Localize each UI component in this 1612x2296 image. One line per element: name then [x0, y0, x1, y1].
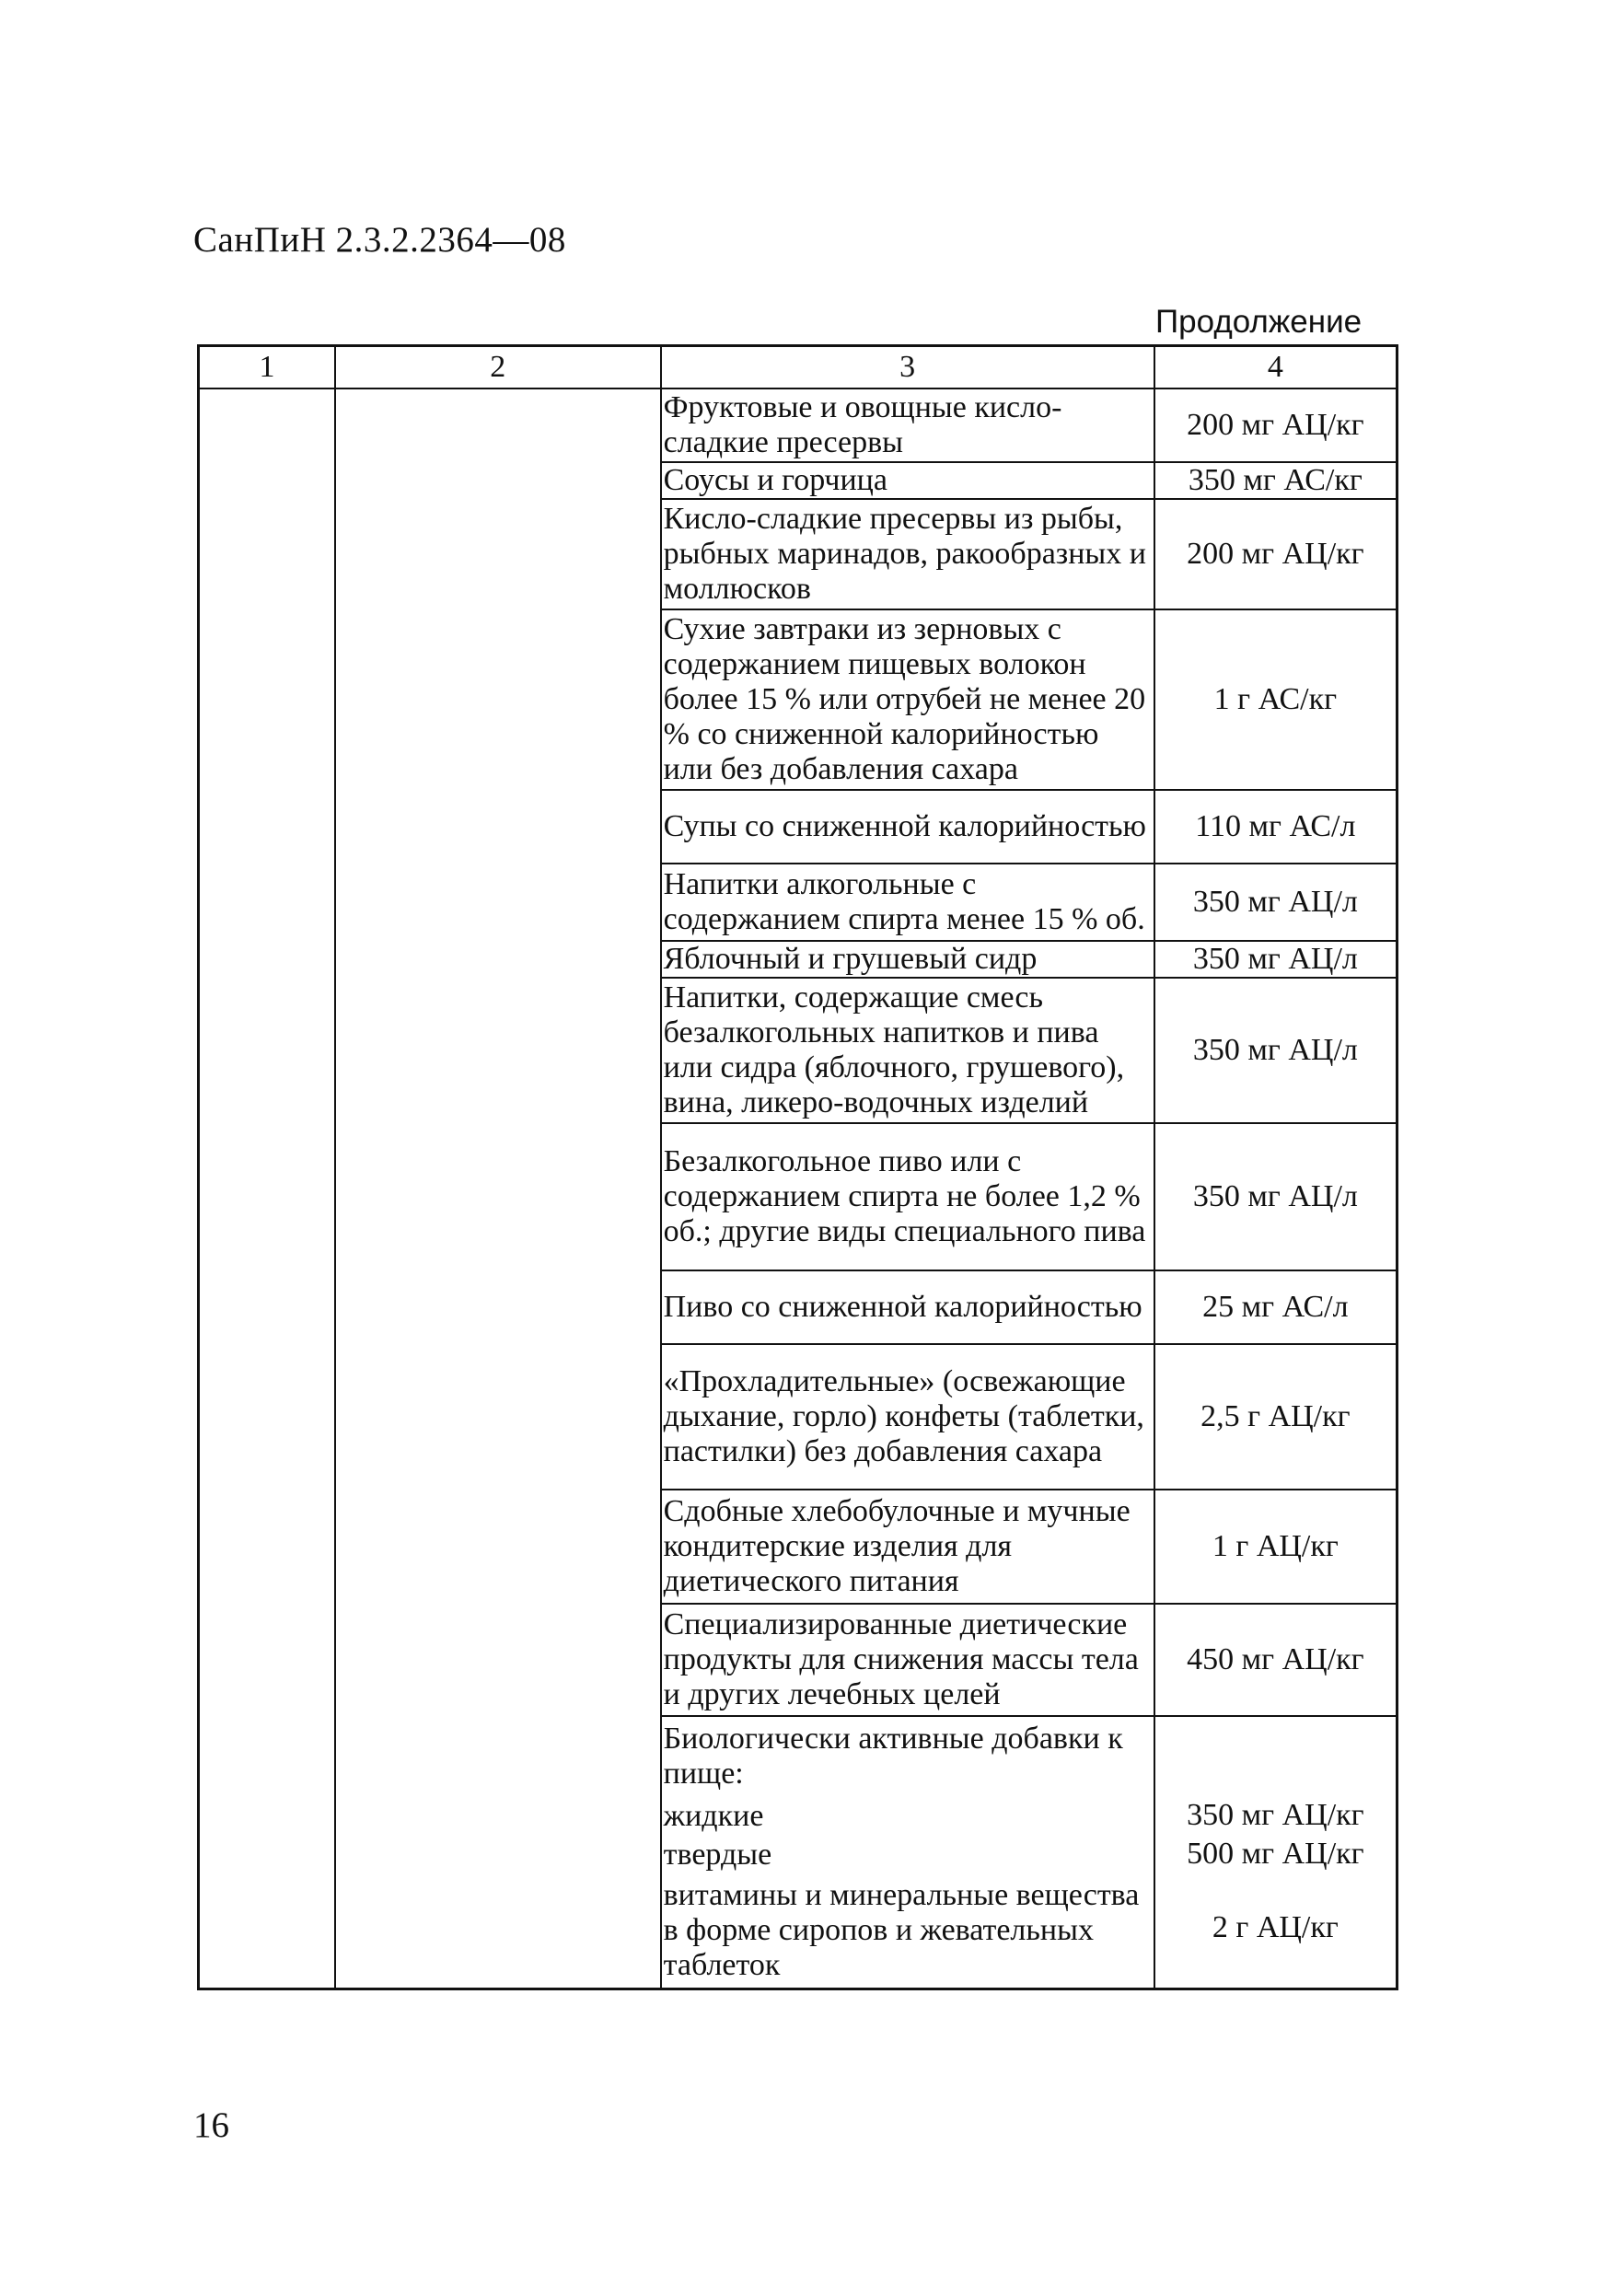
column-number: 1 — [199, 346, 335, 389]
product-cell: Безалкогольное пиво или с содержанием спирта не более 1,2 % об.; другие виды специального пива — [661, 1123, 1154, 1270]
column-number: 3 — [661, 346, 1154, 389]
norm-cell: 350 мг АЦ/л — [1154, 978, 1397, 1123]
continuation-label: Продолжение — [1155, 304, 1363, 340]
norm-cell: 200 мг АЦ/кг — [1154, 388, 1397, 462]
supplement-item: твердые — [663, 1837, 772, 1872]
supplements-title: Биологически активные добавки к пище: — [663, 1721, 1123, 1791]
page-number: 16 — [193, 2105, 229, 2145]
product-cell: Соусы и горчица — [661, 462, 1154, 499]
product-cell: Пиво со сниженной калорийностью — [661, 1270, 1154, 1344]
product-cell: «Прохладительные» (освежающие дыхание, горло) конфеты (таблетки, пастилки) без добавления сахара — [661, 1344, 1154, 1490]
norm-cell: 350 мг АЦ/л — [1154, 864, 1397, 941]
product-cell: Супы со сниженной калорийностью — [661, 790, 1154, 864]
norm-cell: 2,5 г АЦ/кг — [1154, 1344, 1397, 1490]
supplements-norm-cell — [1154, 1716, 1397, 1989]
product-cell: Напитки, содержащие смесь безалкогольных напитков и пива или сидра (яблочного, грушевого), вина, ликеро-водочных изделий — [661, 978, 1154, 1123]
norm-cell: 110 мг АС/л — [1154, 790, 1397, 864]
supplement-item: витамины и минеральные вещества в форме сиропов и жевательных таблеток — [663, 1877, 1140, 1982]
product-cell: Напитки алкогольные с содержанием спирта менее 15 % об. — [661, 864, 1154, 941]
column-number-row — [199, 346, 1397, 389]
supplement-norm: 2 г АЦ/кг — [1212, 1910, 1339, 1944]
product-cell: Сухие завтраки из зерновых с содержанием пищевых волокон более 15 % или отрубей не менее 20 % со сниженной калорийностью или без добавления сахара — [661, 609, 1154, 790]
norms-table — [197, 344, 1398, 1990]
table-row — [199, 388, 1397, 462]
norm-cell: 1 г АС/кг — [1154, 609, 1397, 790]
norm-cell: 1 г АЦ/кг — [1154, 1490, 1397, 1604]
supplements-product-cell — [661, 1716, 1154, 1989]
product-cell: Фруктовые и овощные кисло-сладкие пресервы — [661, 388, 1154, 462]
supplement-norm: 350 мг АЦ/кг — [1187, 1798, 1364, 1832]
supplement-item: жидкие — [663, 1798, 764, 1833]
column-number: 2 — [335, 346, 661, 389]
norm-cell: 350 мг АЦ/л — [1154, 941, 1397, 978]
empty-column-1-cell — [199, 388, 335, 1989]
norm-cell: 350 мг АЦ/л — [1154, 1123, 1397, 1270]
document-code: СанПиН 2.3.2.2364—08 — [193, 220, 566, 260]
norm-cell: 350 мг АС/кг — [1154, 462, 1397, 499]
product-cell: Специализированные диетические продукты для снижения массы тела и других лечебных целей — [661, 1604, 1154, 1716]
product-cell: Кисло-сладкие пресервы из рыбы, рыбных маринадов, ракообразных и моллюсков — [661, 499, 1154, 609]
empty-column-2-cell — [335, 388, 661, 1989]
norm-cell: 450 мг АЦ/кг — [1154, 1604, 1397, 1716]
product-cell: Сдобные хлебобулочные и мучные кондитерские изделия для диетического питания — [661, 1490, 1154, 1604]
norm-cell: 25 мг АС/л — [1154, 1270, 1397, 1344]
norm-cell: 200 мг АЦ/кг — [1154, 499, 1397, 609]
column-number: 4 — [1154, 346, 1397, 389]
product-cell: Яблочный и грушевый сидр — [661, 941, 1154, 978]
supplement-norm: 500 мг АЦ/кг — [1187, 1837, 1364, 1871]
